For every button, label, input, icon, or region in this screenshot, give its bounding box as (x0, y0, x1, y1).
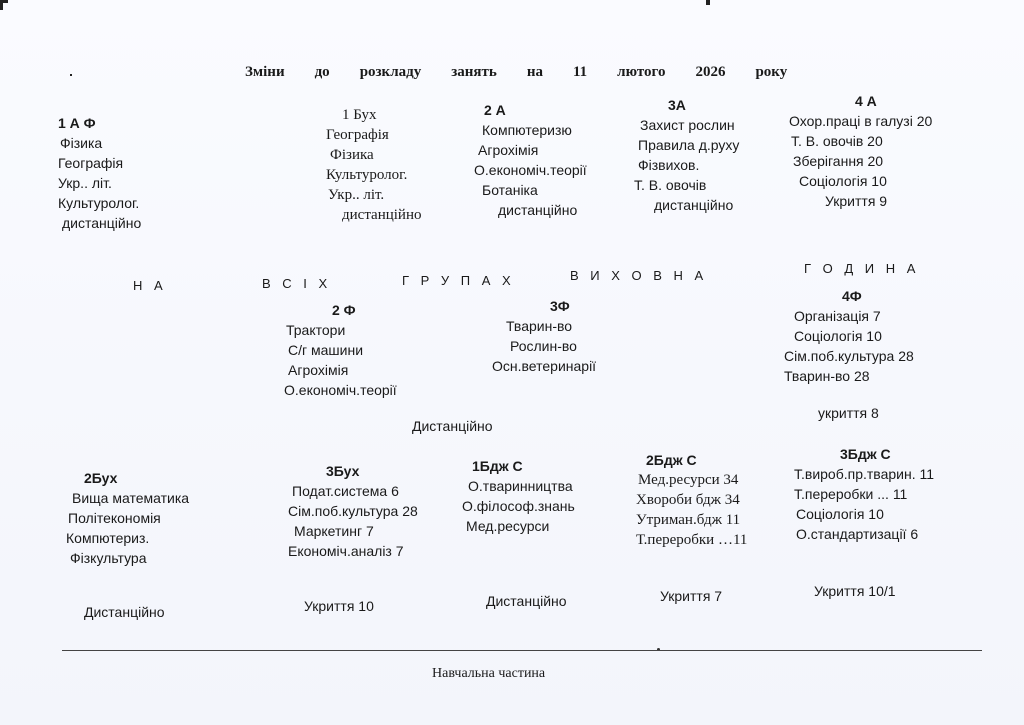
subject-item: Правила д.руху (638, 137, 740, 153)
subject-item: Т. В. овочів 20 (791, 133, 883, 149)
group-note: Дистанційно (84, 604, 165, 620)
corner-mark (706, 0, 710, 5)
title-word: 2026 (695, 64, 726, 80)
group-header: 3Бух (326, 463, 360, 479)
subject-item: дистанційно (342, 207, 422, 223)
subject-item: Маркетинг 7 (294, 523, 374, 539)
group-block-3buh (288, 461, 418, 561)
subject-item: Хвороби бдж 34 (636, 492, 740, 508)
stray-dot (70, 74, 72, 76)
group-header: 4Ф (842, 288, 862, 304)
subject-item: Економіч.аналіз 7 (288, 543, 404, 559)
page-title (222, 47, 788, 80)
subject-item: Агрохімія (478, 142, 539, 158)
banner-word: В И Х О В Н А (570, 268, 708, 283)
title-word: занять (451, 64, 497, 80)
subject-item: Організація 7 (794, 308, 881, 324)
title-word: розкладу (359, 64, 422, 80)
subject-item: Т.переробки …11 (636, 532, 748, 548)
subject-item: О.стандартизації 6 (796, 526, 919, 542)
subject-item: Т.переробки ... 11 (794, 486, 908, 502)
subject-item: Фізика (60, 135, 103, 151)
subject-item: Т. В. овочів (634, 177, 707, 193)
subject-item: Компютеризю (482, 122, 572, 138)
subject-item: Захист рослин (640, 117, 735, 133)
group-block-1bdzh-s (462, 456, 575, 536)
subject-item: Культуролог. (326, 167, 408, 183)
group-block-4f (784, 286, 914, 386)
subject-item: Мед.ресурси 34 (638, 472, 739, 488)
subject-item: Укриття 9 (825, 193, 888, 209)
banner-word: Г Р У П А Х (402, 273, 515, 288)
group-header: 1 А Ф (58, 115, 96, 131)
title-word: лютого (617, 64, 666, 80)
group-note: Укриття 10 (304, 598, 374, 614)
subject-item: О.тваринництва (468, 478, 573, 494)
shelter-note: укриття 8 (818, 405, 879, 421)
group-block-4a (789, 91, 932, 211)
subject-item: Соціологія 10 (796, 506, 884, 522)
subject-item: Географія (326, 127, 389, 143)
subject-item: Трактори (286, 322, 346, 338)
group-block-3bdzh-s (794, 444, 934, 544)
subject-item: Політекономія (68, 510, 161, 526)
group-note: Дистанційно (486, 593, 567, 609)
group-header: 1 Бух (342, 107, 377, 123)
subject-item: Т.вироб.пр.тварин. 11 (794, 466, 935, 482)
subject-item: С/г машини (288, 342, 364, 358)
subject-item: Вища математика (72, 490, 190, 506)
title-word: Зміни (245, 64, 285, 80)
subject-item: Укр.. літ. (58, 175, 112, 191)
subject-item: Зберігання 20 (793, 153, 884, 169)
subject-item: Фізвихов. (638, 157, 700, 173)
subject-item: Фізика (330, 147, 374, 163)
group-block-1-buh (326, 105, 422, 225)
subject-item: Подат.система 6 (292, 483, 399, 499)
subject-item: Укр.. літ. (328, 187, 385, 203)
subject-item: Тварин-во 28 (784, 368, 870, 384)
subject-item: Соціологія 10 (794, 328, 882, 344)
group-header: 2 Ф (332, 302, 356, 318)
group-header: 3Бдж С (840, 446, 891, 462)
footer-rule (62, 650, 982, 651)
group-header: 1Бдж С (472, 458, 523, 474)
banner-word: В С І Х (262, 276, 332, 291)
group-header: 4 А (855, 93, 877, 109)
subject-item: дистанційно (498, 202, 578, 218)
group-block-2buh (66, 468, 189, 568)
subject-item: Географія (58, 155, 124, 171)
title-word: року (755, 64, 788, 80)
group-block-3a (634, 95, 739, 215)
group-header: 2 А (484, 102, 506, 118)
show-through-text (40, 693, 61, 701)
group-block-1a-f (58, 113, 141, 233)
subject-item: Рослин-во (510, 338, 577, 354)
corner-mark (0, 0, 3, 10)
subject-item: Сім.поб.культура 28 (288, 503, 418, 519)
subject-item: Компютериз. (66, 530, 150, 546)
group-header: 2Бух (84, 470, 118, 486)
subject-item: дистанційно (654, 197, 734, 213)
footer-signature: Навчальна частина (432, 666, 546, 681)
group-header: 2Бдж С (646, 452, 697, 468)
subject-item: О.філософ.знань (462, 498, 575, 514)
subject-item: Соціологія 10 (799, 173, 887, 189)
group-block-2f (284, 300, 397, 400)
subject-item: Охор.праці в галузі 20 (789, 113, 933, 129)
group-block-3f (492, 296, 596, 376)
title-word: на (526, 64, 543, 80)
banner-word: Н А (133, 278, 167, 293)
group-block-2bdzh-s (636, 450, 747, 550)
subject-item: О.економіч.теорії (284, 382, 397, 398)
subject-item: Мед.ресурси (466, 518, 550, 534)
title-word: до (314, 64, 330, 80)
subject-item: дистанційно (62, 215, 142, 231)
group-header: 3А (668, 97, 686, 113)
subject-item: Агрохімія (288, 362, 349, 378)
group-block-2a (474, 100, 587, 220)
subject-item: Утриман.бдж 11 (636, 512, 741, 528)
subject-item: О.економіч.теорії (474, 162, 587, 178)
subject-item: Осн.ветеринарії (492, 358, 597, 374)
subject-item: Тварин-во (506, 318, 573, 334)
title-word: 11 (572, 64, 588, 80)
subject-item: Сім.поб.культура 28 (784, 348, 914, 364)
subject-item: Культуролог. (58, 195, 140, 211)
group-note: Укриття 10/1 (814, 583, 896, 599)
subject-item: Фізкультура (70, 550, 147, 566)
group-header: 3Ф (550, 298, 570, 314)
distance-note: Дистанційно (412, 418, 493, 434)
subject-item: Ботаніка (482, 182, 538, 198)
banner-word: Г О Д И Н А (804, 261, 920, 276)
group-note: Укриття 7 (660, 588, 723, 604)
